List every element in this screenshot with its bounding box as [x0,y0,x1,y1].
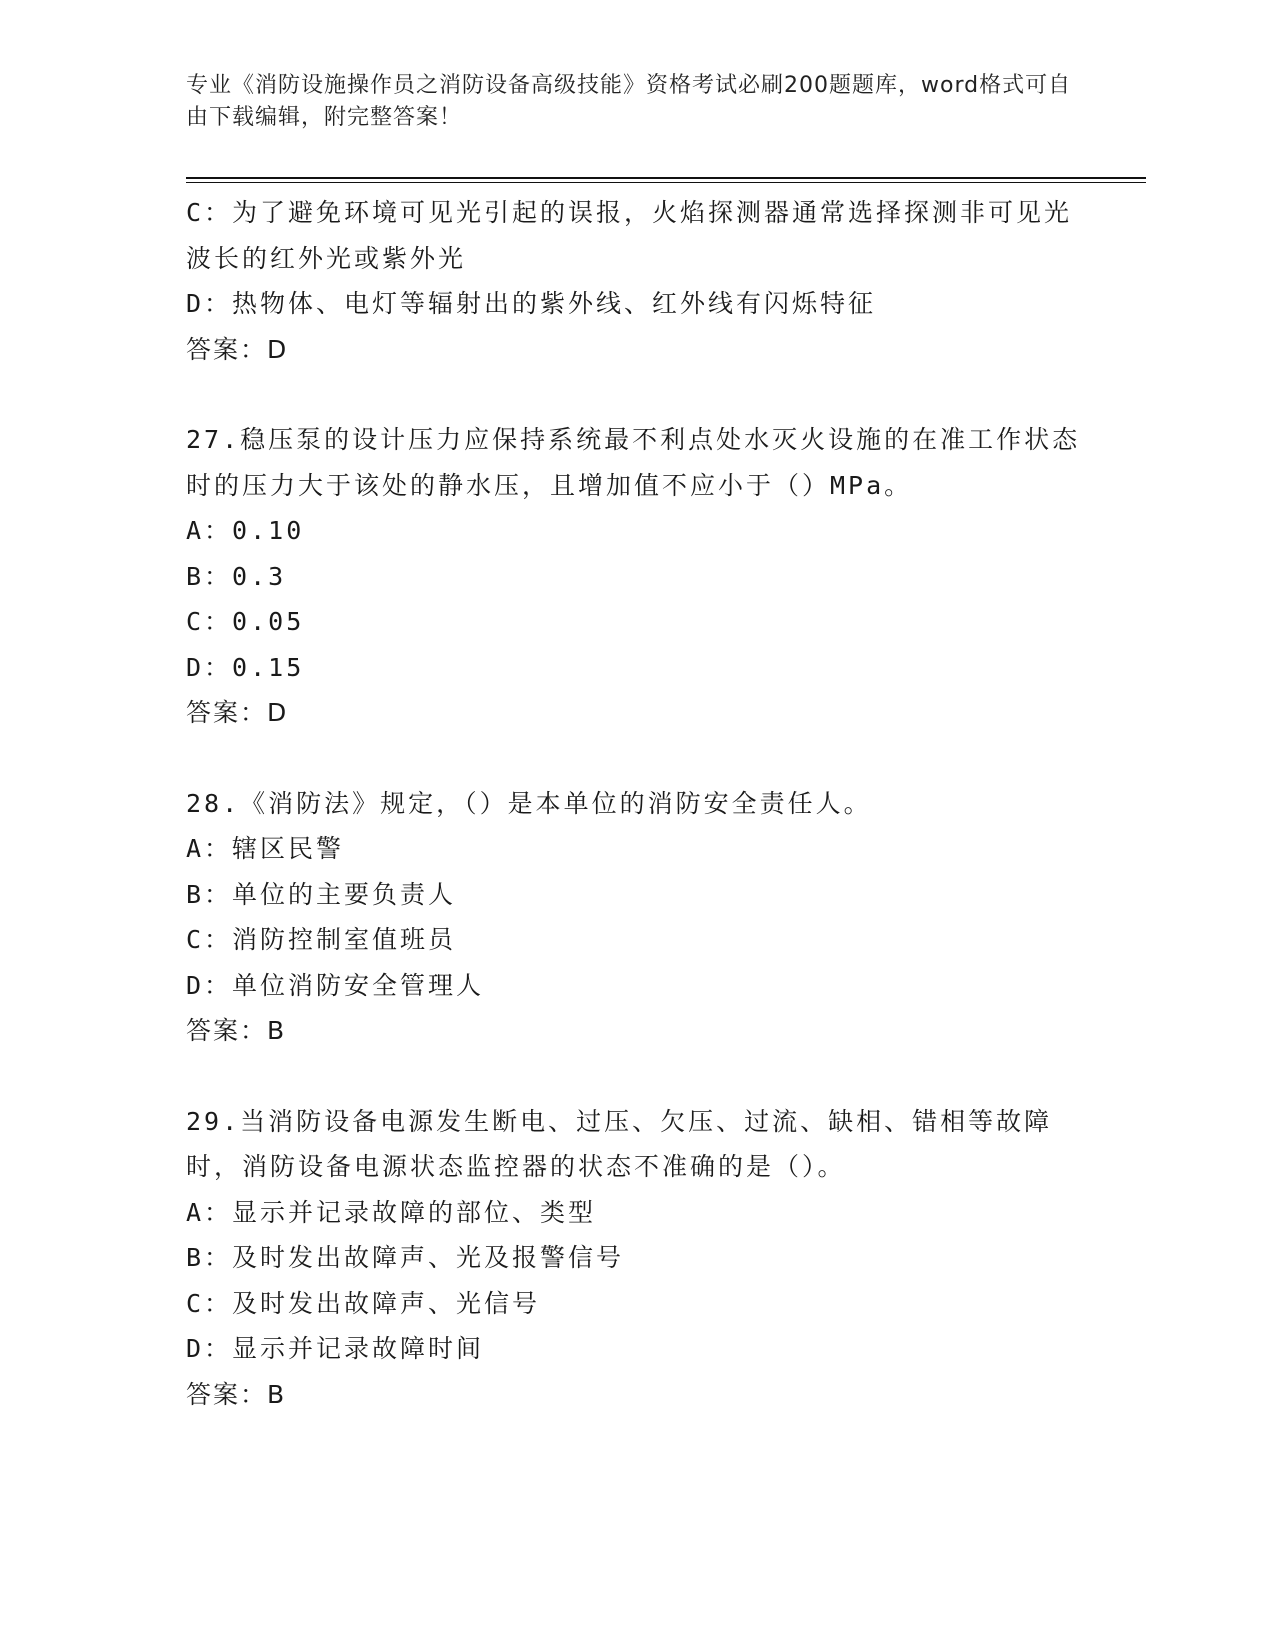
answer: 答案：D [186,698,289,727]
option-b: B：及时发出故障声、光及报警信号 [186,1243,625,1272]
page-header: 专业《消防设施操作员之消防设备高级技能》资格考试必刷200题题库，word格式可自由下载编辑，附完整答案！ [186,73,1072,130]
option-a: A：辖区民警 [186,834,345,863]
answer: 答案：B [186,1016,287,1045]
question-stem: 29.当消防设备电源发生断电、过压、欠压、过流、缺相、错相等故障时，消防设备电源状态监控器的状态不准确的是（）。 [186,1106,1053,1181]
option-d: D：单位消防安全管理人 [186,970,485,1000]
option-a: A：0.10 [186,516,305,545]
header-rule-thin [186,182,1146,183]
option-c: C：及时发出故障声、光信号 [186,1288,541,1318]
option-d: D：显示并记录故障时间 [186,1334,485,1363]
option-c: C：0.05 [186,607,305,636]
option-d: D：0.15 [186,652,305,682]
question-stem: 27.稳压泵的设计压力应保持系统最不利点处水灭火设施的在准工作状态时的压力大于该处的静水压，且增加值不应小于（）MPa。 [186,425,1081,500]
option-b: B：单位的主要负责人 [186,879,457,909]
question-content [186,190,1086,1417]
option-a: A：显示并记录故障的部位、类型 [186,1197,597,1227]
question-stem: 28.《消防法》规定，（）是本单位的消防安全责任人。 [186,788,872,818]
option-c: C：消防控制室值班员 [186,925,457,954]
answer: 答案：B [186,1379,287,1409]
option-c: C：为了避免环境可见光引起的误报，火焰探测器通常选择探测非可见光波长的红外光或紫外光 [186,198,1073,273]
header-rule [186,177,1146,179]
answer: 答案：D [186,334,289,364]
option-b: B：0.3 [186,561,287,591]
option-d: D：热物体、电灯等辐射出的紫外线、红外线有闪烁特征 [186,289,877,318]
